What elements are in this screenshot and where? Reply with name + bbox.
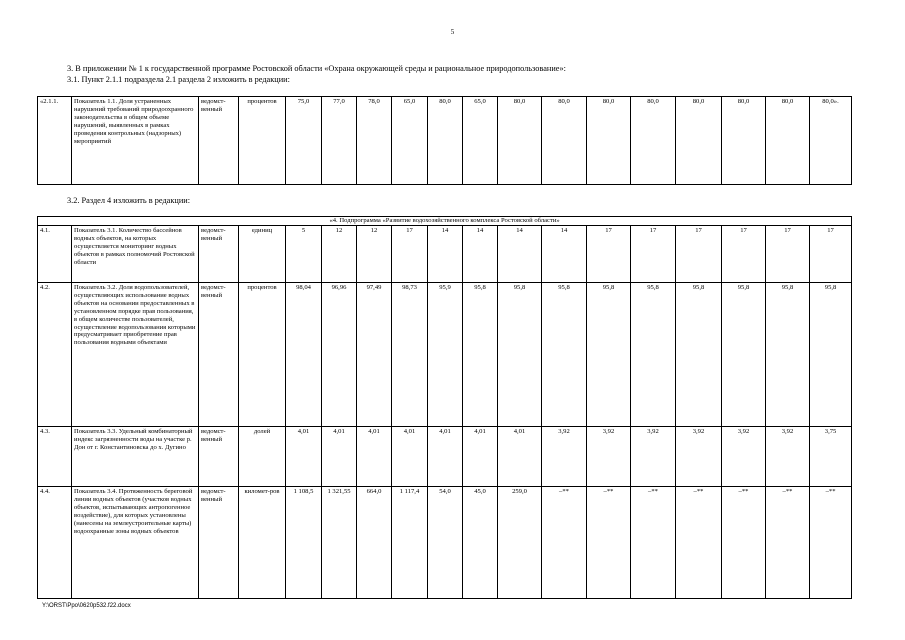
table-subprogram-4	[37, 216, 852, 599]
indicator-type: ведомст-венный	[199, 283, 239, 427]
indicator-unit: процентов	[239, 97, 286, 185]
value-cell: 65,0	[392, 97, 428, 185]
value-cell: 3,92	[722, 427, 766, 487]
value-cell: 4,01	[322, 427, 357, 487]
value-cell: 80,0	[587, 97, 631, 185]
value-cell: 17	[810, 226, 852, 283]
value-cell: 95,9	[428, 283, 463, 427]
value-cell: –**	[631, 487, 676, 599]
indicator-unit: единиц	[239, 226, 286, 283]
value-cell: 3,92	[587, 427, 631, 487]
value-cell: 664,0	[357, 487, 392, 599]
value-cell: –**	[722, 487, 766, 599]
value-cell: 4,01	[357, 427, 392, 487]
value-cell: 96,96	[322, 283, 357, 427]
row-number: 4.4.	[38, 487, 72, 599]
value-cell: 80,0	[676, 97, 722, 185]
indicator-name: Показатель 3.3. Удельный комбинаторный индекс загрязненности воды на участке р. Дон от г. Константиновска до х. Дугино	[72, 427, 199, 487]
value-cell: 1 321,55	[322, 487, 357, 599]
value-cell: 78,0	[357, 97, 392, 185]
value-cell: 3,75	[810, 427, 852, 487]
value-cell: 17	[587, 226, 631, 283]
indicator-name: Показатель 3.2. Доля водопользователей, осуществляющих использование водных объектов на основании предоставленных в установленном порядке прав пользования, в общем количестве пользователей, осуществление водопользования которыми предусматривает приобретение прав пользования водными объектами	[72, 283, 199, 427]
value-cell: 80,0».	[810, 97, 852, 185]
indicator-type: ведомст-венный	[199, 487, 239, 599]
value-cell: –**	[676, 487, 722, 599]
row-number: 4.2.	[38, 283, 72, 427]
value-cell: 65,0	[463, 97, 498, 185]
indicator-name: Показатель 3.1. Количество бассейнов водных объектов, на которых осуществляется мониторинг водных объектов в рамках полномочий Ростовской области	[72, 226, 199, 283]
value-cell: 17	[392, 226, 428, 283]
indicator-name: Показатель 1.1. Доля устраненных нарушений требований природоохранного законодательства в общем объеме нарушений, выявленных в рамках проведения контрольных (надзорных) мероприятий	[72, 97, 199, 185]
value-cell: 3,92	[766, 427, 810, 487]
value-cell: 4,01	[463, 427, 498, 487]
value-cell: 80,0	[542, 97, 587, 185]
value-cell: 97,49	[357, 283, 392, 427]
value-cell: 17	[676, 226, 722, 283]
indicator-type: ведомст-венный	[199, 427, 239, 487]
value-cell: 4,01	[286, 427, 322, 487]
section-4-paragraph: 3.2. Раздел 4 изложить в редакции:	[67, 196, 191, 205]
value-cell: 95,8	[542, 283, 587, 427]
indicator-type: ведомст-венный	[199, 226, 239, 283]
value-cell: –**	[587, 487, 631, 599]
value-cell: 4,01	[498, 427, 542, 487]
value-cell: 4,01	[392, 427, 428, 487]
table-indicator-2-1-1	[37, 96, 852, 185]
table-row	[38, 427, 852, 487]
row-number: «2.1.1.	[38, 97, 72, 185]
indicator-unit: процентов	[239, 283, 286, 427]
table-row	[38, 283, 852, 427]
value-cell: 80,0	[498, 97, 542, 185]
table-row	[38, 97, 852, 185]
indicator-unit: километ-ров	[239, 487, 286, 599]
row-number: 4.3.	[38, 427, 72, 487]
value-cell: 12	[357, 226, 392, 283]
intro-paragraph: 3. В приложении № 1 к государственной программе Ростовской области «Охрана окружающей среды и рациональное природопользование»:	[67, 64, 566, 73]
value-cell: 98,73	[392, 283, 428, 427]
value-cell: 95,8	[463, 283, 498, 427]
row-number: 4.1.	[38, 226, 72, 283]
value-cell: 14	[498, 226, 542, 283]
value-cell: 80,0	[631, 97, 676, 185]
indicator-type: ведомст-венный	[199, 97, 239, 185]
value-cell: 95,8	[498, 283, 542, 427]
file-path-footer: Y:\ORST\Ppo\0620p532.f22.docx	[42, 603, 131, 609]
value-cell: 259,0	[498, 487, 542, 599]
table-header-row	[38, 217, 852, 226]
indicator-name: Показатель 3.4. Протяженность береговой линии водных объектов (участков водных объектов, испытывающих антропогенное воздействие), для которых установлены (нанесены на землеустроительные карты) водоохранные зоны водных объектов	[72, 487, 199, 599]
value-cell: 95,8	[766, 283, 810, 427]
value-cell: 12	[322, 226, 357, 283]
value-cell: 80,0	[766, 97, 810, 185]
subprogram-heading: «4. Подпрограмма «Развитие водохозяйственного комплекса Ростовской области»	[38, 217, 852, 226]
value-cell: 95,8	[810, 283, 852, 427]
value-cell: 95,8	[631, 283, 676, 427]
value-cell: 17	[722, 226, 766, 283]
value-cell: 3,92	[542, 427, 587, 487]
value-cell: 95,8	[722, 283, 766, 427]
indicator-unit: долей	[239, 427, 286, 487]
value-cell: 14	[542, 226, 587, 283]
value-cell: 14	[428, 226, 463, 283]
value-cell: 3,92	[676, 427, 722, 487]
value-cell: 17	[631, 226, 676, 283]
value-cell: 95,8	[587, 283, 631, 427]
value-cell: –**	[542, 487, 587, 599]
value-cell: –**	[766, 487, 810, 599]
value-cell: 1 117,4	[392, 487, 428, 599]
value-cell: 3,92	[631, 427, 676, 487]
value-cell: –**	[810, 487, 852, 599]
value-cell: 80,0	[722, 97, 766, 185]
value-cell: 14	[463, 226, 498, 283]
value-cell: 75,0	[286, 97, 322, 185]
value-cell: 1 108,5	[286, 487, 322, 599]
value-cell: 95,8	[676, 283, 722, 427]
intro-subparagraph: 3.1. Пункт 2.1.1 подраздела 2.1 раздела 2 изложить в редакции:	[67, 75, 290, 84]
value-cell: 54,0	[428, 487, 463, 599]
table-row	[38, 226, 852, 283]
value-cell: 98,04	[286, 283, 322, 427]
value-cell: 45,0	[463, 487, 498, 599]
value-cell: 17	[766, 226, 810, 283]
value-cell: 5	[286, 226, 322, 283]
value-cell: 80,0	[428, 97, 463, 185]
page-number: 5	[450, 28, 455, 36]
value-cell: 77,0	[322, 97, 357, 185]
value-cell: 4,01	[428, 427, 463, 487]
table-row	[38, 487, 852, 599]
